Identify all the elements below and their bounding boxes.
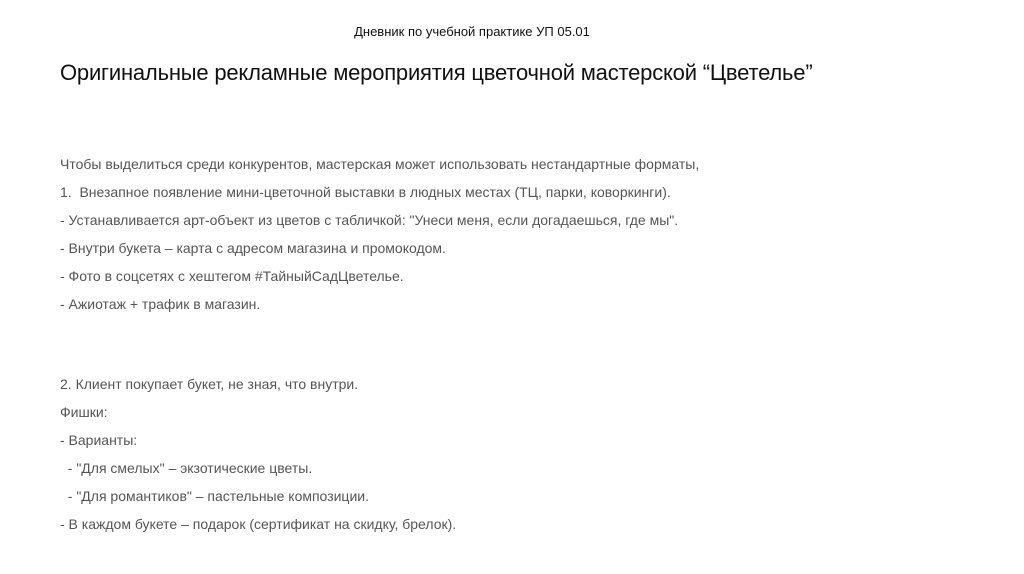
slide-title: Оригинальные рекламные мероприятия цветочной мастерской “Цветелье” xyxy=(60,60,813,85)
body-line: - Фото в соцсетях с хештегом #ТайныйСадЦветелье. xyxy=(60,268,404,284)
body-line: 2. Клиент покупает букет, не зная, что внутри. xyxy=(60,376,359,392)
body-line: - "Для смелых" – экзотические цветы. xyxy=(60,460,313,476)
body-line: - "Для романтиков" – пастельные композиции. xyxy=(60,488,369,504)
document-header: Дневник по учебной практике УП 05.01 xyxy=(354,24,590,39)
body-line: 1. Внезапное появление мини-цветочной выставки в людных местах (ТЦ, парки, коворкинги). xyxy=(60,184,671,200)
body-line: - Варианты: xyxy=(60,432,138,448)
body-line: - Ажиотаж + трафик в магазин. xyxy=(60,296,261,312)
body-line: - Внутри букета – карта с адресом магазина и промокодом. xyxy=(60,240,446,256)
slide-body xyxy=(60,154,960,542)
body-line: - Устанавливается арт-объект из цветов с табличкой: "Унеси меня, если догадаешься, где мы". xyxy=(60,212,679,228)
section-spacer xyxy=(60,322,960,374)
body-line: Фишки: xyxy=(60,404,108,420)
body-line: - В каждом букете – подарок (сертификат на скидку, брелок). xyxy=(60,516,457,532)
body-line: Чтобы выделиться среди конкурентов, мастерская может использовать нестандартные форматы, xyxy=(60,156,700,172)
